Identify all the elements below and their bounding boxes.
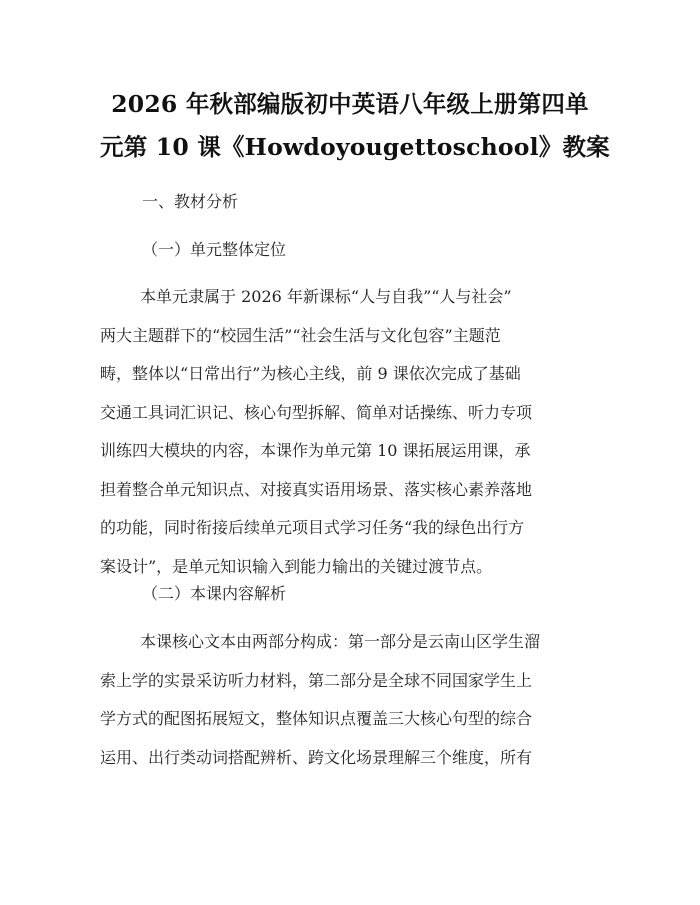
document-title-line-1: 2026 年秋部编版初中英语八年级上册第四单 <box>111 90 589 118</box>
paragraph-line: 的功能，同时衔接后续单元项目式学习任务“我的绿色出行方 <box>100 518 525 537</box>
section-heading-textbook-analysis: 一、教材分析 <box>142 192 239 211</box>
paragraph-lesson-content <box>100 623 600 777</box>
paragraph-line: 两大主题群下的“校园生活”“社会生活与文化包容”主题范 <box>100 325 501 345</box>
paragraph-line: 交通工具词汇识记、核心句型拆解、简单对话操练、听力专项 <box>100 402 533 422</box>
paragraph-line: 本单元隶属于 2026 年新课标“人与自我”“人与社会” <box>140 287 512 306</box>
paragraph-line: 本课核心文本由两部分构成：第一部分是云南山区学生溜 <box>140 632 541 651</box>
paragraph-line: 训练四大模块的内容，本课作为单元第 10 课拓展运用课，承 <box>100 441 531 460</box>
paragraph-line: 索上学的实景采访听力材料，第二部分是全球不同国家学生上 <box>100 670 533 690</box>
paragraph-line: 担着整合单元知识点、对接真实语用场景、落实核心素养落地 <box>100 479 533 499</box>
paragraph-line: 学方式的配图拓展短文，整体知识点覆盖三大核心句型的综合 <box>100 709 533 728</box>
subsection-heading-lesson-content: （二）本课内容解析 <box>142 584 287 603</box>
document-title-line-2: 元第 10 课《Howdoyougettoschool》教案 <box>100 133 610 161</box>
paragraph-line: 畴，整体以“日常出行”为核心主线，前 9 课依次完成了基础 <box>100 364 521 383</box>
paragraph-line: 运用、出行类动词搭配辨析、跨文化场景理解三个维度，所有 <box>100 747 533 767</box>
subsection-heading-unit-positioning: （一）单元整体定位 <box>142 240 287 259</box>
paragraph-unit-positioning <box>100 278 600 586</box>
paragraph-line: 案设计”，是单元知识输入到能力输出的关键过渡节点。 <box>100 556 493 576</box>
